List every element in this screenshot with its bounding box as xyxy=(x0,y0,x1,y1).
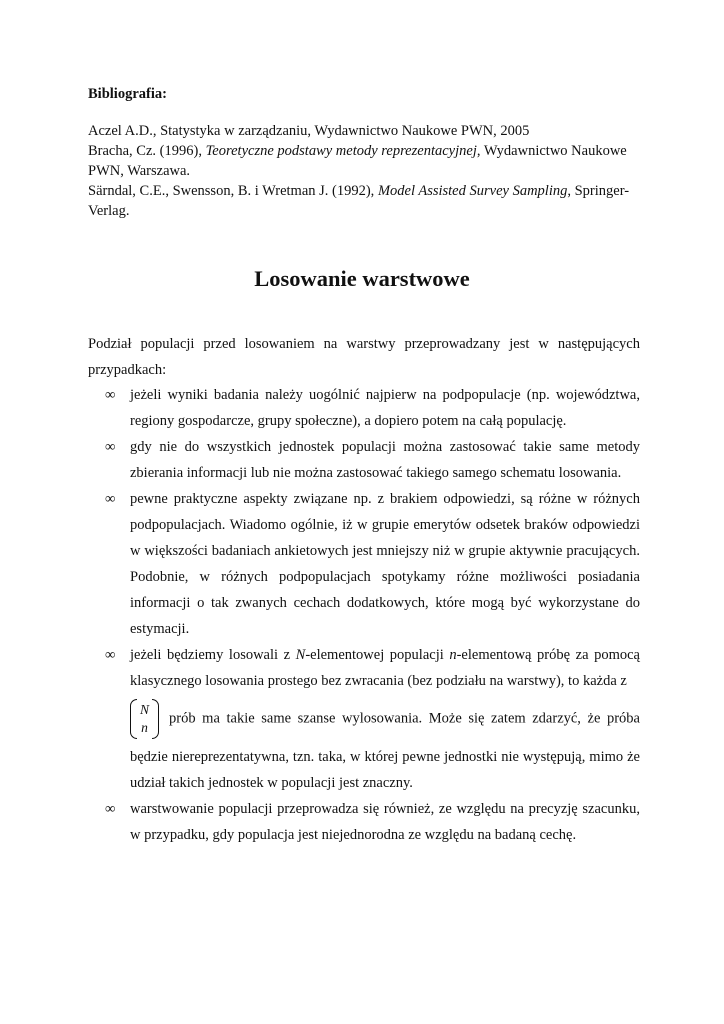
infinity-bullet-icon: ∞ xyxy=(105,647,116,663)
bibliography-entry: Bracha, Cz. (1996), Teoretyczne podstawy metody reprezentacyjnej, Wydawnictwo Naukowe PWN, Warszawa. xyxy=(88,143,627,179)
bibliography-heading: Bibliografia: xyxy=(88,86,167,102)
bibliography-entry: Särndal, C.E., Swensson, B. i Wretman J. (1992), Model Assisted Survey Sampling, Springer-Verlag. xyxy=(88,183,630,219)
bullet-list xyxy=(88,382,640,848)
bibliography-entry: Aczel A.D., Statystyka w zarządzaniu, Wydawnictwo Naukowe PWN, 2005 xyxy=(88,123,530,139)
section-title: Losowanie warstwowe xyxy=(254,266,470,291)
list-item: ∞ gdy nie do wszystkich jednostek populacji można zastosować takie same metody zbierania informacji lub nie można zastosować takiego samego schematu losowania. xyxy=(88,434,640,486)
left-paren xyxy=(130,699,137,739)
list-item: ∞ warstwowanie populacji przeprowadza się również, ze względu na precyzję szacunku, w przypadku, gdy populacja jest niejednorodna ze względu na badaną cechę. xyxy=(88,796,640,848)
infinity-bullet-icon: ∞ xyxy=(105,491,116,507)
infinity-bullet-icon: ∞ xyxy=(105,439,116,455)
binomial-coefficient: N n xyxy=(130,698,159,740)
infinity-bullet-icon: ∞ xyxy=(105,801,116,817)
bibliography-list xyxy=(88,121,640,221)
infinity-bullet-icon: ∞ xyxy=(105,387,116,403)
list-item: ∞ jeżeli wyniki badania należy uogólnić najpierw na podpopulacje (np. województwa, regiony gospodarcze, grupy społeczne), a dopiero potem na całą populację. xyxy=(88,382,640,434)
list-item: ∞ pewne praktyczne aspekty związane np. z brakiem odpowiedzi, są różne w różnych podpopulacjach. Wiadomo ogólnie, iż w grupie emerytów odsetek braków odpowiedzi w większości badaniach ankietowych jest mniejszy niż w grupie aktywnie pracujących. Podobnie, w różnych podpopulacjach spotykamy różne możliwości posiadania informacji o tak zwanych cechach dodatkowych, które mogą być wykorzystane do estymacji. xyxy=(88,486,640,642)
right-paren xyxy=(152,699,159,739)
list-item: ∞ jeżeli będziemy losowali z N-elementowej populacji n-elementową próbę za pomocą klasycznego losowania prostego bez zwracania (bez podziału na warstwy), to każda z N n prób ma takie same szanse wylosowania. Może się zatem zdarzyć, że próba będzie niereprezentatywna, tzn. taka, w której pewne jednostki nie występują, mimo że udział takich jednostek w populacji jest znaczny. xyxy=(88,642,640,796)
intro-paragraph: Podział populacji przed losowaniem na warstwy przeprowadzany jest w następujących przypadkach: xyxy=(88,336,640,378)
